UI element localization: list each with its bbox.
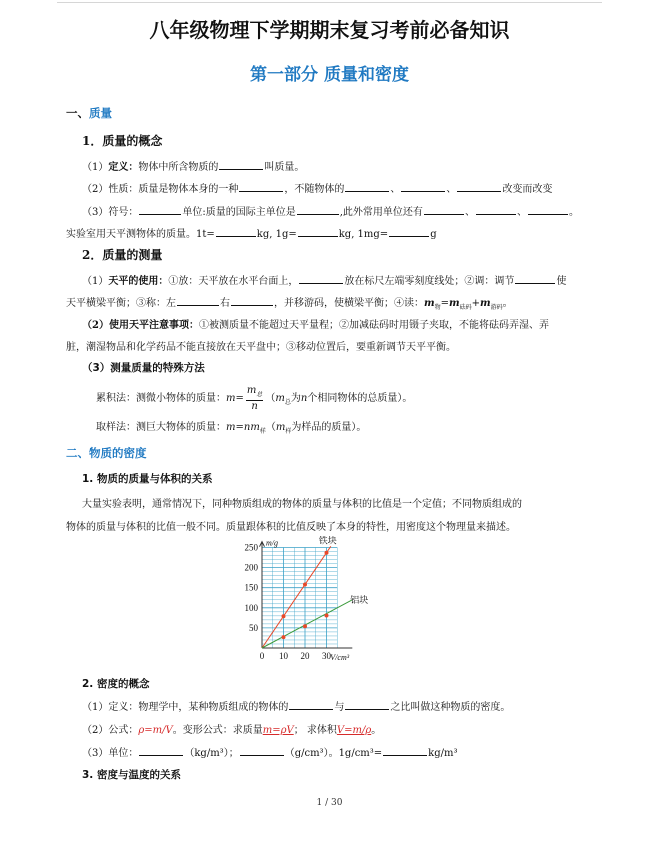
text: （1）定义：物理学中，某种物质组成的物体的 [82, 702, 289, 713]
text: 、 [446, 184, 457, 195]
text: = [235, 393, 244, 404]
fill-blank[interactable] [297, 204, 339, 215]
balance-notes-line-2: 脏，潮湿物品和化学药品不能直接放在天平盘中；③移动位置后，要重新调节天平平衡。 [66, 342, 456, 353]
text: 、 [464, 207, 475, 218]
fill-blank[interactable] [240, 745, 284, 756]
text: 右 [220, 298, 230, 309]
text: （kg/m³）； [184, 748, 239, 759]
text: 。 [502, 298, 513, 309]
fill-blank[interactable] [231, 295, 273, 306]
header-rule [57, 2, 602, 3]
fill-blank[interactable] [424, 204, 464, 215]
relation-paragraph-line-2: 物体的质量与体积的比值一般不同。质量跟体积的比值反映了本身的特性，用密度这个物理量来描述。 [66, 522, 516, 533]
text: 为样品的质量）。 [291, 422, 367, 433]
text: 天平横梁平衡；③称：左 [66, 298, 176, 309]
heading-density-temperature: 3. 密度与温度的关系 [82, 769, 181, 781]
section-title: 质量 [89, 106, 112, 120]
subscript: 游码 [490, 304, 503, 311]
text: （2）性质：质量是物体本身的一种 [82, 184, 239, 195]
fill-blank[interactable] [345, 181, 389, 192]
text: 物体中所含物质的 [138, 162, 219, 173]
fill-blank[interactable] [528, 204, 568, 215]
text: 定义： [108, 162, 139, 173]
text: 实验室用天平测物体的质量。1t= [66, 229, 215, 240]
text: kg, 1g= [256, 229, 297, 240]
formula-m: m [226, 393, 236, 404]
x-tick-label: 0 [259, 651, 265, 661]
formula-nm: nm [243, 422, 260, 433]
text: （3）符号： [82, 207, 139, 218]
heading-mass-volume: 1. 物质的质量与体积的关系 [82, 473, 213, 485]
y-tick-label: 250 [244, 542, 258, 553]
subscript: 砝码 [459, 304, 472, 311]
y-axis-label: m/g [266, 538, 278, 548]
text: 之比叫做这种物质的密度。 [390, 702, 511, 713]
text: 放在标尺左端零刻度线处；②调：调节 [344, 276, 515, 287]
text: 使 [556, 276, 567, 287]
text: = [440, 298, 449, 309]
text: 单位:质量的国际主单位是 [182, 207, 296, 218]
mass-volume-chart [236, 536, 396, 664]
concept-line-1 [82, 158, 304, 173]
text: ,此外常用单位还有 [339, 207, 423, 218]
series-line-iron [262, 546, 331, 648]
formula-m: m [480, 298, 491, 309]
fill-blank[interactable] [177, 295, 219, 306]
x-tick-label: 30 [322, 651, 331, 661]
data-point [303, 624, 307, 628]
text: 取样法：测巨大物体的质量： [96, 422, 226, 433]
text: ，不随物体的 [284, 184, 345, 195]
y-tick-label: 200 [244, 562, 258, 573]
heading-special-methods: （3）测量质量的特殊方法 [82, 362, 205, 374]
section-title: 物质的密度 [89, 446, 147, 460]
text: m [246, 385, 257, 396]
fill-blank[interactable] [457, 181, 501, 192]
y-tick-label: 100 [244, 602, 258, 613]
formula-n: n [300, 393, 308, 404]
y-tick-label: 50 [249, 622, 258, 633]
x-axis-label: V/cm³ [330, 653, 350, 662]
formula-mass: m=ρV [262, 725, 294, 736]
text: kg/m³ [428, 748, 458, 759]
text: 天平的使用： [108, 276, 169, 287]
series-label: 铁块 [318, 536, 337, 546]
section-number: 一、 [66, 106, 89, 120]
fill-blank[interactable] [139, 745, 183, 756]
text: 与 [334, 702, 345, 713]
relation-paragraph-line-1: 大量实验表明，通常情况下，同种物质组成的物体的质量与体积的比值是一个定值；不同物质组成的 [82, 499, 522, 510]
section-number: 二、 [66, 446, 89, 460]
fill-blank[interactable] [216, 226, 256, 237]
fill-blank[interactable] [298, 226, 338, 237]
page-title: 八年级物理下学期期末复习考前必备知识 [149, 18, 510, 42]
balance-use-line-2 [66, 294, 513, 311]
section-mass-heading [66, 105, 112, 121]
fill-blank[interactable] [476, 204, 516, 215]
page-number: 1 / 30 [316, 798, 343, 808]
data-point [325, 613, 329, 617]
text: ①被测质量不能超过天平量程；②加减砝码时用镊子夹取，不能将砝码弄湿、弄 [198, 320, 549, 331]
fill-blank[interactable] [299, 273, 343, 284]
formula-volume: V=m/ρ [336, 725, 372, 736]
text: （3）单位： [82, 748, 139, 759]
text: 。 [568, 207, 579, 218]
subscript: 物 [434, 304, 441, 311]
text: （2）使用天平注意事项： [82, 320, 199, 331]
text: （1） [82, 162, 109, 173]
subscript: 样 [259, 428, 266, 435]
fraction-numerator [246, 385, 264, 401]
text: （1） [82, 276, 109, 287]
formula-m: m [275, 422, 286, 433]
density-definition [82, 698, 510, 713]
text: 为 [290, 393, 301, 404]
density-units [82, 744, 458, 759]
text: = [235, 422, 244, 433]
concept-line-4 [66, 225, 437, 240]
data-point [282, 635, 286, 639]
text: （ [265, 422, 276, 433]
page-subtitle: 第一部分 质量和密度 [250, 65, 409, 85]
fill-blank[interactable] [389, 226, 429, 237]
heading-mass-measure: 2．质量的测量 [82, 248, 163, 262]
fill-blank[interactable] [401, 181, 445, 192]
text: 、 [390, 184, 401, 195]
x-tick-label: 10 [279, 651, 288, 661]
heading-density-concept: 2. 密度的概念 [82, 678, 150, 690]
fill-blank[interactable] [383, 745, 427, 756]
text: 。 [371, 725, 382, 736]
y-tick-label: 150 [244, 582, 258, 593]
text: 。变形公式：求质量 [172, 725, 263, 736]
formula-m: m [449, 298, 460, 309]
text: （g/cm³）。1g/cm³= [284, 748, 383, 759]
text: （ [265, 393, 276, 404]
balance-use-line-1 [82, 272, 566, 287]
density-formula [82, 721, 381, 736]
formula-m: m [424, 298, 435, 309]
text: ，并移游码，使横梁平衡；④读： [274, 298, 424, 309]
formula-density: ρ=m/V [138, 725, 173, 736]
text: g [430, 229, 437, 240]
data-point [282, 614, 286, 618]
text: 、 [516, 207, 527, 218]
formula-m: m [275, 393, 285, 404]
fill-blank[interactable] [219, 159, 263, 170]
fraction-denominator: n [251, 401, 258, 412]
fill-blank[interactable] [345, 699, 389, 710]
subscript: 样 [285, 428, 292, 435]
data-point [303, 582, 307, 586]
fill-blank[interactable] [239, 181, 283, 192]
text: 叫质量。 [264, 162, 305, 173]
balance-notes-line-1 [82, 316, 549, 331]
concept-line-3 [82, 203, 579, 218]
text: ①放：天平放在水平台面上， [168, 276, 299, 287]
fill-blank[interactable] [515, 273, 555, 284]
heading-mass-concept: 1．质量的概念 [82, 134, 163, 148]
text: （2）公式： [82, 725, 139, 736]
sampling-method [96, 418, 366, 435]
text: kg, 1mg= [338, 229, 389, 240]
subscript: 总 [256, 391, 263, 398]
series-label: 铝块 [350, 594, 369, 605]
formula-m: m [226, 422, 236, 433]
text: 累积法：测微小物体的质量： [96, 393, 226, 404]
text: 个相同物体的总质量）。 [307, 393, 413, 404]
fill-blank[interactable] [289, 699, 333, 710]
fraction [246, 385, 264, 412]
text: 改变而改变 [502, 184, 553, 195]
data-point [325, 551, 329, 555]
accumulation-method [96, 385, 412, 412]
text: ； 求体积 [293, 725, 337, 736]
subscript: 总 [284, 399, 291, 406]
x-tick-label: 20 [300, 651, 310, 661]
fill-blank[interactable] [139, 204, 181, 215]
section-density-heading [66, 445, 147, 461]
concept-line-2 [82, 180, 552, 195]
text: + [471, 298, 480, 309]
